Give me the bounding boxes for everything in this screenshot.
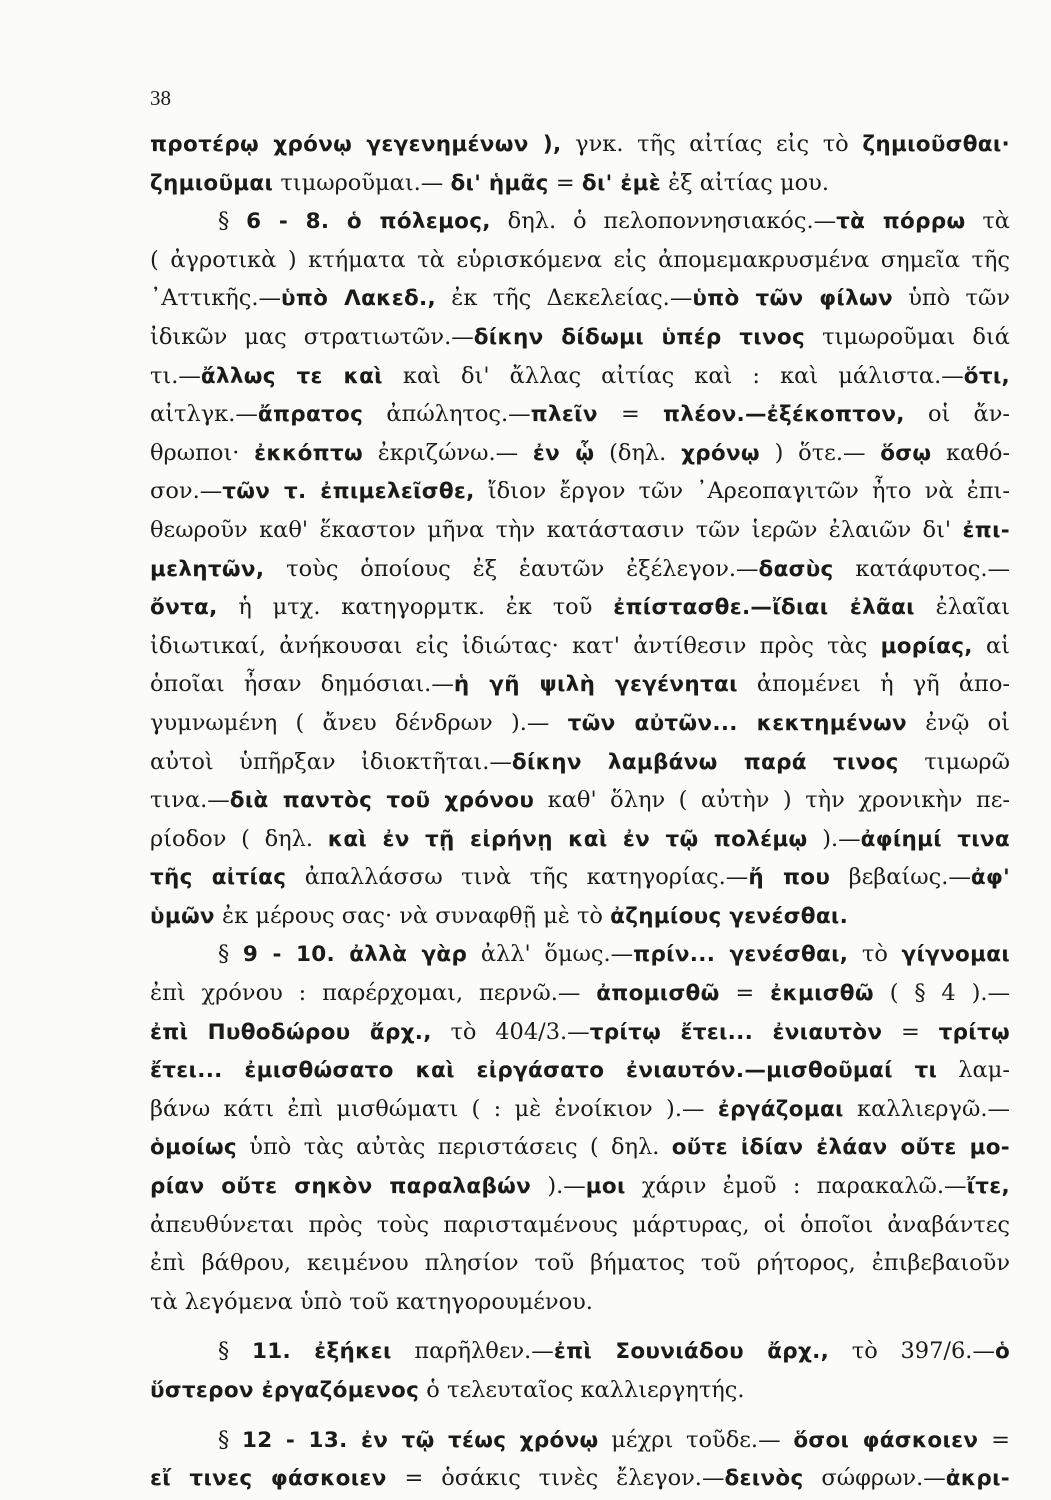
bold-lemma: χρόνῳ <box>681 440 760 466</box>
gloss-text: ἐνῷ οἱ <box>906 709 1010 736</box>
bold-lemma: ὅτι, <box>963 363 1010 389</box>
bold-lemma: ὅσοι φάσκοιεν <box>793 1427 979 1453</box>
bold-lemma: ἀζημίους γενέσθαι. <box>610 903 849 929</box>
gloss-text: ἀπομένει ἡ γῆ ἀπο- <box>737 671 1010 698</box>
gloss-text: § <box>218 1426 243 1453</box>
bold-lemma: δασὺς <box>758 556 834 582</box>
bold-lemma: ὅσῳ <box>880 440 932 466</box>
bold-lemma: ὕστερον ἐργαζόμενος <box>150 1378 420 1403</box>
bold-lemma: εἴ τινες φάσκοιεν <box>150 1466 387 1492</box>
text-line <box>150 1051 1010 1090</box>
bold-lemma: ὁμοίως <box>150 1135 237 1161</box>
bold-lemma: τὰ πόρρω <box>836 209 966 235</box>
text-line <box>150 125 1010 164</box>
gloss-text: ἰδιωτικαί, ἀνήκουσαι εἰς ἰδιώτας· κατ' ἀντίθεσιν πρὸς τὰς <box>150 632 881 659</box>
gloss-text: δηλ. ὁ πελοποννησιακός.— <box>490 208 837 235</box>
bold-lemma: πρίν... γενέσθαι, <box>633 942 849 968</box>
text-line <box>150 1013 1010 1052</box>
gloss-text: (δηλ. <box>594 439 682 466</box>
text-line <box>150 550 1010 589</box>
bold-lemma: ἐν ᾧ <box>532 440 595 466</box>
bold-lemma: 9 - 10. ἀλλὰ γὰρ <box>242 942 468 968</box>
gloss-text: τὸ <box>848 941 902 968</box>
text-line <box>150 1167 1010 1206</box>
bold-lemma: ἐπὶ Σουνιάδου ἄρχ., <box>553 1339 830 1365</box>
bold-lemma: δίκην δίδωμι ὑπέρ τινος <box>473 324 806 350</box>
text-line <box>150 511 1010 550</box>
gloss-text: τὰ λεγόμενα ὑπὸ τοῦ κατηγορουμένου. <box>150 1288 593 1315</box>
bold-lemma: ἄπρατος <box>257 402 364 428</box>
gloss-text: βάνω κάτι ἐπὶ μισθώματι ( : μὲ ἐνοίκιον ).— <box>150 1095 718 1122</box>
gloss-text: = <box>597 401 664 428</box>
gloss-text: λαμ- <box>937 1057 1010 1084</box>
bold-lemma: προτέρῳ χρόνῳ γεγενημένων ), <box>150 132 562 157</box>
bold-lemma: ὑπὸ τῶν φίλων <box>692 286 893 312</box>
gloss-text: θρωποι· <box>150 439 255 466</box>
gloss-text: = ὁσάκις τινὲς ἔλεγον.— <box>386 1465 725 1492</box>
gloss-text: ἐκ μέρους σας· νὰ συναφθῇ μὲ τὸ <box>214 902 611 929</box>
bold-lemma: καὶ ἐν τῇ εἰρήνῃ καὶ ἐν τῷ πολέμῳ <box>327 826 808 852</box>
bold-lemma: ὄντα, <box>150 595 218 621</box>
text-line <box>150 1244 1010 1283</box>
gloss-text: γυμνωμένη ( ἄνευ δένδρων ).— <box>150 709 568 736</box>
bold-lemma: τῶν τ. ἐπιμελεῖσθε, <box>222 479 475 505</box>
gloss-text: ( ἀγροτικὰ ) κτήματα τὰ εὑρισκόμενα εἰς ἀπομεμακρυσμένα σημεῖα τῆς <box>150 246 1010 273</box>
text-line <box>150 743 1010 782</box>
text-line <box>150 820 1010 859</box>
gloss-text: ἐλαῖαι <box>914 594 1010 621</box>
bold-lemma: ἐκμισθῶ <box>770 981 874 1007</box>
gloss-text: σώφρων.— <box>803 1465 946 1492</box>
bold-lemma: δι' ἡμᾶς <box>450 170 549 196</box>
gloss-text: ) ὅτε.— <box>759 439 881 466</box>
gloss-text: ἀλλ' ὅμως.— <box>467 941 634 968</box>
bold-lemma: γίγνομαι <box>901 942 1010 968</box>
gloss-text: ὑπὸ τὰς αὐτὰς περιστάσεις ( δηλ. <box>236 1134 672 1161</box>
bold-lemma: ἐργάζομαι <box>717 1096 844 1122</box>
bold-lemma: ἐκκόπτω <box>254 440 363 466</box>
bold-lemma: ἄλλως τε καὶ <box>200 363 383 389</box>
gloss-text: ἐπὶ βάθρου, κειμένου πλησίον τοῦ βήματος τοῦ ρήτορος, ἐπιβεβαιοῦν <box>150 1250 1010 1277</box>
gloss-text: καὶ δι' ἄλλας αἰτίας καὶ : καὶ μάλιστα.— <box>382 362 964 389</box>
gloss-text: αἰτλγκ.— <box>150 401 258 428</box>
text-line <box>150 1459 1010 1498</box>
gloss-text: ἐξ αἰτίας μου. <box>660 169 829 196</box>
text-line <box>150 897 1010 936</box>
bold-lemma: δεινὸς <box>724 1466 804 1492</box>
text-line <box>150 434 1010 473</box>
bold-lemma: τῆς αἰτίας <box>150 865 287 891</box>
bold-lemma: 6 - 8. ὁ πόλεμος, <box>246 209 491 235</box>
text-line <box>150 858 1010 897</box>
bold-lemma: οὔτε ἰδίαν ἐλάαν οὔτε μο- <box>671 1135 1010 1161</box>
text-line <box>150 202 1010 241</box>
gloss-text: § <box>218 1338 252 1365</box>
bold-lemma: ὁ <box>994 1339 1011 1365</box>
gloss-text: παρῆλθεν.— <box>391 1338 554 1365</box>
bold-lemma: ἀφίημί τινα <box>860 826 1011 852</box>
gloss-text: τινα.— <box>150 787 230 814</box>
gloss-text: χάριν ἐμοῦ : παρακαλῶ.— <box>625 1173 967 1200</box>
gloss-text: ὑπὸ τῶν <box>892 285 1011 312</box>
text-line <box>150 781 1010 820</box>
gloss-text: τι.— <box>150 362 201 389</box>
gloss-text: τοὺς ὁποίους ἐξ ἑαυτῶν ἐξέλεγον.— <box>264 555 759 582</box>
bold-lemma: πλέον.—ἐξέκοπτον, <box>663 402 905 428</box>
gloss-text: τιμωρῶ <box>898 748 1011 775</box>
bold-lemma: δι' ἐμὲ <box>581 170 661 196</box>
gloss-text: ἐπὶ χρόνου : παρέρχομαι, περνῶ.— <box>150 980 597 1007</box>
text-line <box>150 974 1010 1013</box>
text-line <box>150 1283 1010 1322</box>
bold-lemma: μοι <box>585 1174 626 1200</box>
gloss-text: τιμωροῦμαι διά <box>805 323 1010 350</box>
gloss-text: ρίοδον ( δηλ. <box>150 825 328 852</box>
gloss-text: τὸ 404/3.— <box>431 1018 590 1045</box>
text-line <box>150 665 1010 704</box>
gloss-text: ἀπευθύνεται πρὸς τοὺς παρισταμένους μάρτυρας, οἱ ὁποῖοι ἀναβάντες <box>150 1211 1010 1238</box>
gloss-text: § <box>218 208 247 235</box>
gloss-text: ἀπώλητος.— <box>363 401 531 428</box>
bold-lemma: μελητῶν, <box>150 556 265 582</box>
gloss-text: καθ' ὅλην ( αὐτὴν ) τὴν χρονικὴν πε- <box>534 787 1010 814</box>
gloss-text: τὰ <box>965 208 1010 235</box>
bold-lemma: ρίαν οὔτε σηκὸν παραλαβών <box>150 1174 532 1200</box>
gloss-text: σον.— <box>150 478 223 505</box>
text-line <box>150 279 1010 318</box>
gloss-text: = <box>548 169 582 196</box>
bold-lemma: ἴτε, <box>966 1174 1010 1200</box>
gloss-text: τιμωροῦμαι.— <box>273 169 451 196</box>
bold-lemma: ἀπομισθῶ <box>596 981 720 1007</box>
gloss-text: ἡ μτχ. κατηγορμτκ. ἐκ τοῦ <box>217 594 614 621</box>
text-line <box>150 164 1010 203</box>
gloss-text: ἰδικῶν μας στρατιωτῶν.— <box>150 323 474 350</box>
gloss-text: ( § 4 ).— <box>873 980 1010 1007</box>
bold-lemma: ὑμῶν <box>150 903 215 929</box>
bold-lemma: ἡ γῆ ψιλὴ γεγένηται <box>453 672 738 698</box>
gloss-text: = <box>882 1018 939 1045</box>
text-line <box>150 704 1010 743</box>
page-number: 38 <box>150 86 171 110</box>
text-line <box>150 395 1010 434</box>
text-line <box>150 1332 1010 1371</box>
commentary-text <box>150 125 1010 1498</box>
bold-lemma: ἔτει... ἐμισθώσατο καὶ εἰργάσατο ἐνιαυτόν.—μισθοῦμαί τι <box>150 1058 938 1084</box>
text-line <box>150 318 1010 357</box>
gloss-text: ᾿Αττικῆς.— <box>150 285 282 312</box>
text-line <box>150 588 1010 627</box>
gloss-text: ἴδιον ἔργον τῶν ᾿Αρεοπαγιτῶν ἦτο νὰ ἐπι- <box>474 478 1010 505</box>
bold-lemma: δίκην λαμβάνω παρά τινος <box>511 749 899 775</box>
gloss-text: ).— <box>807 825 861 852</box>
bold-lemma: ἀκρι- <box>945 1466 1010 1492</box>
text-line <box>150 241 1010 280</box>
text-line <box>150 627 1010 666</box>
text-line <box>150 1090 1010 1129</box>
gloss-text: = <box>719 980 771 1007</box>
bold-lemma: διὰ παντὸς τοῦ χρόνου <box>229 788 535 814</box>
text-line <box>150 1128 1010 1167</box>
gloss-text: καθό- <box>931 439 1010 466</box>
text-line <box>150 935 1010 974</box>
bold-lemma: 12 - 13. ἐν τῷ τέως χρόνῳ <box>242 1427 599 1453</box>
gloss-text: καλλιεργῶ.— <box>843 1095 1010 1122</box>
bold-lemma: τρίτῳ ἔτει... ἐνιαυτὸν <box>589 1019 883 1045</box>
gloss-text: ὁποῖαι ἦσαν δημόσιαι.— <box>150 671 454 698</box>
bold-lemma: ἤ που <box>748 865 831 891</box>
bold-lemma: ἐπὶ Πυθοδώρου ἄρχ., <box>150 1019 432 1045</box>
bold-lemma: ἐπι- <box>962 517 1010 543</box>
text-line <box>150 357 1010 396</box>
bold-lemma: μορίας, <box>880 633 973 659</box>
gloss-text: αὐτοὶ ὑπῆρξαν ἰδιοκτῆται.— <box>150 748 512 775</box>
text-line <box>150 472 1010 511</box>
bold-lemma: ἀφ' <box>970 865 1010 891</box>
bold-lemma: ὑπὸ Λακεδ., <box>281 286 436 312</box>
text-line <box>150 1371 1010 1410</box>
gloss-text: γνκ. τῆς αἰτίας εἰς τὸ <box>561 131 863 157</box>
gloss-text: ).— <box>531 1173 586 1200</box>
gloss-text: μέχρι τοῦδε.— <box>598 1426 794 1453</box>
gloss-text: αἱ <box>972 632 1011 659</box>
gloss-text: = <box>978 1426 1010 1453</box>
bold-lemma: τῶν αὐτῶν... κεκτημένων <box>567 710 907 736</box>
gloss-text: § <box>218 941 243 968</box>
text-line <box>150 1421 1010 1460</box>
bold-lemma: 11. ἐξήκει <box>251 1339 392 1365</box>
bold-lemma: τρίτῳ <box>938 1019 1010 1045</box>
gloss-text: κατάφυτος.— <box>833 555 1011 582</box>
bold-lemma: ζημιοῦμαι <box>150 170 274 196</box>
text-line <box>150 1206 1010 1245</box>
gloss-text: ἐκ τῆς Δεκελείας.— <box>436 285 693 312</box>
gloss-text: τὸ 397/6.— <box>829 1338 995 1365</box>
gloss-text: οἱ ἄν- <box>904 401 1010 428</box>
bold-lemma: ἐπίστασθε.—ἴδιαι ἐλᾶαι <box>613 595 915 621</box>
gloss-text: ἀπαλλάσσω τινὰ τῆς κατηγορίας.— <box>286 864 749 891</box>
gloss-text: ἐκριζώνω.— <box>362 439 533 466</box>
bold-lemma: ζημιοῦσθαι· <box>862 132 1010 157</box>
bold-lemma: πλεῖν <box>530 402 598 428</box>
gloss-text: θεωροῦν καθ' ἕκαστον μῆνα τὴν κατάστασιν τῶν ἱερῶν ἐλαιῶν δι' <box>150 516 963 543</box>
gloss-text: βεβαίως.— <box>830 864 971 891</box>
gloss-text: ὁ τελευταῖος καλλιεργητής. <box>419 1377 745 1403</box>
